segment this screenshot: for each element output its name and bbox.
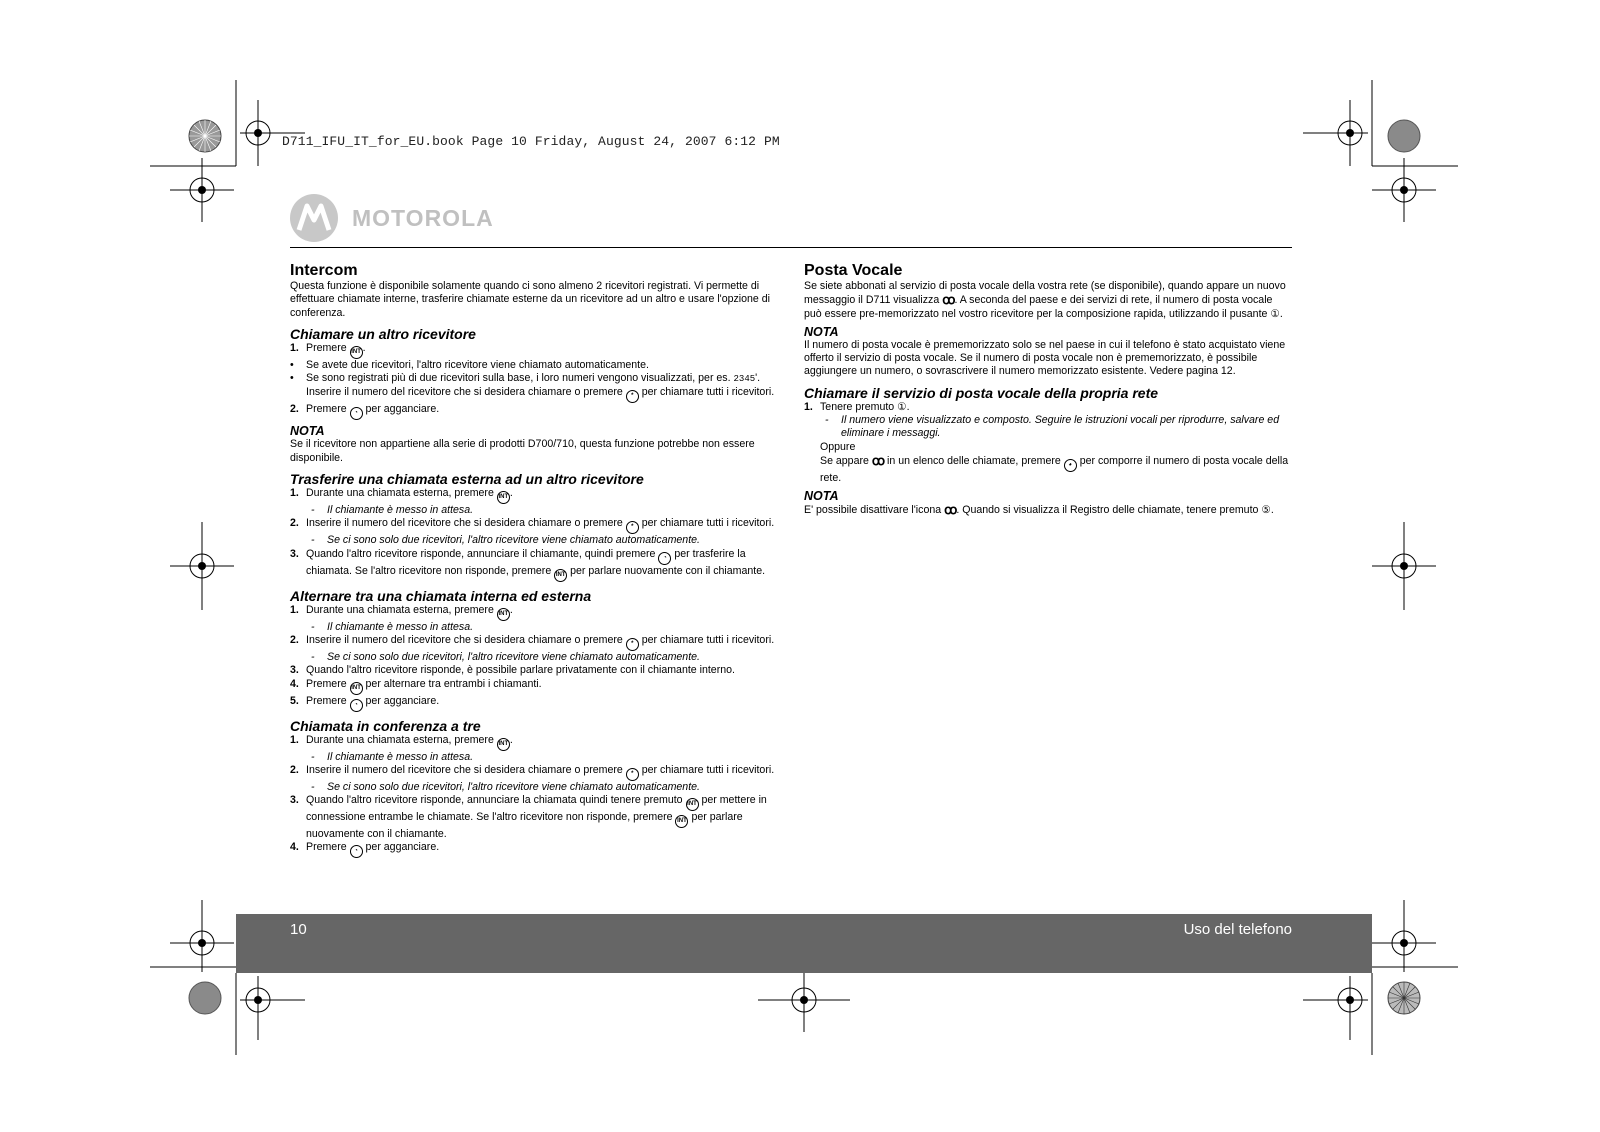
hang-up-key-icon: ◔ (658, 552, 671, 565)
list-sub-item: - Il chiamante è messo in attesa. (311, 750, 474, 763)
int-key-icon: INT (554, 569, 567, 582)
target-bl (240, 976, 305, 1040)
list-item: 3. Quando l'altro ricevitore risponde, annunciare il chiamante, quindi premere ◔ per trasferire la chiamata. Se l'altro ricevitore non risponde, premere INT per parlare nuovamente con il chiamante. (290, 548, 780, 582)
int-key-icon: INT (497, 738, 510, 751)
list-item: 4. Premere ◔ per agganciare. (290, 841, 780, 858)
target-l1 (170, 158, 234, 222)
star-key-icon: * (626, 768, 639, 781)
list-sub-item: - Se ci sono solo due ricevitori, l'altro ricevitore viene chiamato automaticamente. (311, 780, 700, 793)
int-key-icon: INT (497, 608, 510, 621)
int-key-icon: INT (497, 491, 510, 504)
oppure-label: Oppure (820, 440, 856, 453)
alternate-title: Alternare tra una chiamata interna ed esterna (290, 587, 592, 604)
list-sub-item: - Il chiamante è messo in attesa. (311, 504, 474, 517)
list-sub-item: - Se ci sono solo due ricevitori, l'altro ricevitore viene chiamato automaticamente. (311, 650, 700, 663)
intercom-title: Intercom (290, 262, 358, 279)
motorola-emblem-icon (290, 194, 338, 242)
voicemail-intro: Se siete abbonati al servizio di posta vocale della vostra rete (se disponibile), quando appare un nuovo messaggio il D711 visualizza ꝏ. A seconda del paese e dei servizi di rete, il numero di posta vocale può essere pre-memorizzato nel vostro ricevitore per la composizione rapida, utilizzando il pusante ①. (804, 280, 1286, 320)
list-item: 1. Durante una chiamata esterna, premere INT . (290, 734, 780, 751)
motorola-wordmark: MOTOROLA (352, 204, 494, 231)
target-bc (758, 970, 850, 1032)
conference-title: Chiamata in conferenza a tre (290, 717, 481, 734)
hang-up-key-icon: ◔ (350, 845, 363, 858)
list-sub-item: - Il chiamante è messo in attesa. (311, 620, 474, 633)
key-1-icon: ① (897, 400, 907, 413)
target-tr (1303, 100, 1368, 166)
oppure-text: Se appare ꝏ in un elenco delle chiamate, premere ◕ per comporre il numero di posta vocale della rete. (820, 452, 1289, 484)
voicemail-icon: ꝏ (942, 292, 955, 308)
list-item: 1. Tenere premuto ①. (804, 400, 910, 413)
target-tl (240, 100, 305, 166)
int-key-icon: INT (350, 682, 363, 695)
list-item: 1. Premere INT . (290, 342, 780, 359)
hang-up-key-icon: ◔ (350, 699, 363, 712)
list-item: 2. Inserire il numero del ricevitore che si desidera chiamare o premere * per chiamare tutti i ricevitori. (290, 634, 780, 651)
star-key-icon: * (626, 390, 639, 403)
int-key-icon: INT (350, 346, 363, 359)
list-item: 5. Premere ◔ per agganciare. (290, 695, 780, 712)
target-l2 (170, 522, 234, 610)
target-br (1303, 976, 1368, 1040)
book-header-line: D711_IFU_IT_for_EU.book Page 10 Friday, August 24, 2007 6:12 PM (282, 134, 780, 149)
right-column (804, 262, 1292, 518)
call-other-title: Chiamare un altro ricevitore (290, 325, 476, 342)
talk-key-icon: ◕ (1064, 459, 1077, 472)
list-sub-item: - Il numero viene visualizzato e composto. Seguire le istruzioni vocali per riprodurre, salvare ed eliminare i messaggi. (825, 414, 1280, 440)
page-number: 10 (290, 921, 307, 938)
list-item: • Se sono registrati più di due ricevitori sulla base, i loro numeri vengono visualizzati, per es. 2345'. Inserire il numero del ricevitore che si desidera chiamare o premere * per chiamare tutti i ricevitori. (290, 372, 780, 403)
starburst-br (1388, 982, 1420, 1014)
nota-text: Il numero di posta vocale è prememorizzato solo se nel paese in cui il telefono è stato acquistato viene offerto il servizio di posta vocale. Se il numero di posta vocale non è prememorizzato, è possibile aggiungere un numero, o sovrascrivere il numero memorizzato esistente. Vedere pagina 12. (804, 338, 1286, 378)
nota-label: NOTA (804, 489, 839, 504)
nota-label: NOTA (290, 424, 325, 439)
list-item: 3. Quando l'altro ricevitore risponde, annunciare la chiamata quindi tenere premuto INT per mettere in connessione entrambe le chiamate. Se l'altro ricevitore non risponde, premere INT per parlare nuovamente con il chiamante. (290, 794, 767, 841)
target-r1 (1372, 158, 1436, 222)
transfer-title: Trasferire una chiamata esterna ad un altro ricevitore (290, 471, 644, 488)
list-item: 2. Premere ◔ per agganciare. (290, 403, 780, 420)
target-r2 (1372, 522, 1436, 610)
section-title: Uso del telefono (1183, 921, 1292, 938)
star-key-icon: * (626, 638, 639, 651)
nota-text: Se il ricevitore non appartiene alla serie di prodotti D700/710, questa funzione potrebbe non essere disponibile. (290, 438, 755, 464)
list-item: • Se avete due ricevitori, l'altro ricevitore viene chiamato automaticamente. (290, 358, 649, 371)
int-key-icon: INT (675, 815, 688, 828)
list-item: 2. Inserire il numero del ricevitore che si desidera chiamare o premere * per chiamare tutti i ricevitori. (290, 764, 780, 781)
starburst-tl (189, 120, 221, 152)
top-rule (290, 247, 1292, 248)
nota-label: NOTA (804, 324, 839, 339)
list-item: 3. Quando l'altro ricevitore risponde, è possibile parlare privatamente con il chiamante interno. (290, 664, 735, 677)
list-sub-item: - Se ci sono solo due ricevitori, l'altro ricevitore viene chiamato automaticamente. (311, 534, 700, 547)
voicemail-icon: ꝏ (944, 502, 957, 518)
list-item: 1. Durante una chiamata esterna, premere INT . (290, 487, 780, 504)
voicemail-title: Posta Vocale (804, 262, 903, 279)
voicemail-icon: ꝏ (871, 452, 885, 468)
target-r3 (1372, 900, 1436, 972)
grey-dot-bl (189, 982, 221, 1014)
key-1-icon: ① (1270, 307, 1280, 320)
list-item: 4. Premere INT per alternare tra entrambi i chiamanti. (290, 678, 780, 695)
call-voicemail-title: Chiamare il servizio di posta vocale della propria rete (804, 384, 1159, 401)
star-key-icon: * (626, 521, 639, 534)
handset-numbers: 2345 (733, 374, 756, 385)
target-l3 (170, 900, 234, 972)
list-item: 2. Inserire il numero del ricevitore che si desidera chiamare o premere * per chiamare tutti i ricevitori. (290, 517, 780, 534)
grey-dot-tr (1388, 120, 1420, 152)
list-item: 1. Durante una chiamata esterna, premere INT . (290, 604, 780, 621)
int-key-icon: INT (686, 798, 699, 811)
motorola-logo (290, 194, 494, 242)
intercom-intro: Questa funzione è disponibile solamente quando ci sono almeno 2 ricevitori registrati. Vi permette di effettuare chiamate interne, trasferire chiamate esterne da un ricevitore ad un altro e usare l'opzione di conferenza. (290, 280, 770, 319)
key-5-icon: ⑤ (1261, 504, 1271, 517)
left-column (290, 262, 780, 858)
hang-up-key-icon: ◔ (350, 407, 363, 420)
nota-text: E' possibile disattivare l'icona ꝏ. Quando si visualizza il Registro delle chiamate, tenere premuto ⑤. (804, 502, 1274, 518)
